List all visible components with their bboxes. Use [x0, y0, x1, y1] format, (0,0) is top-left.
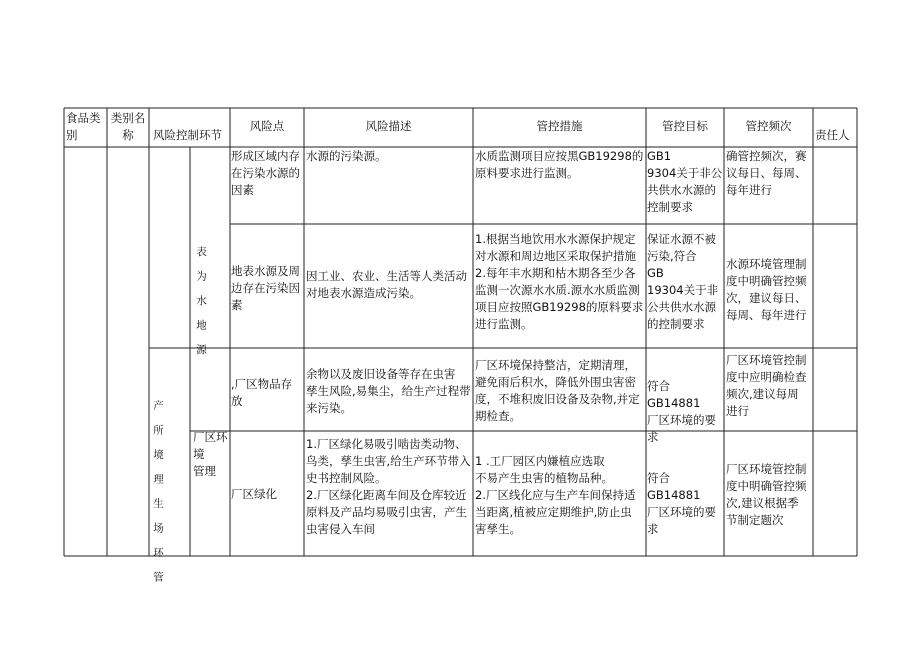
table-row-cell-control-measures: 水质监测项目应按黑GB19298的 原料要求进行监测。	[475, 149, 644, 180]
table-row-cell-risk-description: 水源的污染源。	[306, 149, 387, 163]
header-risk-control-stage: 风险控制环节	[153, 128, 222, 142]
table-row-cell-control-target: 符合GB14881 厂区环境的要 求	[647, 379, 716, 444]
table-row-cell-risk-point: ,厂区物品存 放	[231, 377, 293, 408]
header-control-target: 管控目标	[662, 119, 708, 133]
table-row-cell-risk-point: 形成区域内存 在污染水源的 因素	[231, 149, 300, 197]
group-factory-environment-management: 厂区环 境 管理	[193, 430, 228, 478]
table-row-cell-control-frequency: 确管控频次，赛 议每日、每周、 每年进行	[726, 149, 807, 197]
header-risk-point: 风险点	[249, 119, 285, 133]
header-control-frequency: 管控频次	[745, 119, 792, 133]
group-production-environment-management: 产 所 境 理 生 场 环 管	[152, 400, 164, 583]
table-row-cell-risk-description: 1.厂区绿化易吸引啮齿类动物、 鸟类，孳生虫害,给生产环节带入 史书控制风险。 2.厂区绿化距离车间及仓库较近 原料及产品均易吸引虫害，产生 虫害侵入车间	[306, 437, 471, 536]
table-row-cell-risk-description: 余物以及废旧设备等存在虫害 孳生风险,易集尘，给生产过程带 来污染。	[306, 367, 471, 415]
header-responsible-person: 责任人	[815, 128, 850, 142]
table-row-cell-control-measures: 1.根据当地饮用水水源保护规定 对水源和周边地区采取保护措施 2.每年丰水期和枯木期各至少各 监测一次源水水质.源水水质监测 项目应按照GB19298的原料要求 进行监测。	[475, 232, 644, 331]
header-category-name: 类别名 称	[110, 111, 146, 142]
group-surface-water-source: 表 为 水 地 源	[195, 246, 207, 356]
table-row-cell-control-target: GB1 9304关于非公 共供水水源的 控制要求	[647, 149, 723, 214]
table-row-cell-control-target: 保证水源不被 污染,符合 GB 19304关于非 公共供水水源 的控制要求	[647, 232, 719, 331]
header-risk-description: 风险描述	[365, 119, 412, 133]
table-row-cell-control-frequency: 厂区环境管控制 度中应明确检查 频次,建议每周 进行	[726, 353, 807, 418]
table-row-cell-control-frequency: 水源环境管理制 度中明确管控频 次，建议每日、 每周、每年进行	[726, 257, 807, 322]
table-row-cell-control-measures: 1 .工厂园区内嫌植应选取 不易产生虫害的植物品种。 2.厂区线化应与生产车间保持适 当距离,植被应定期维护,防止虫 害孳生。	[475, 454, 636, 536]
header-food-category: 食品类 别	[66, 111, 101, 142]
table-row-cell-control-measures: 厂区环境保持整洁，定期清理， 避免雨后积水，降低外围虫害密 度，不堆积废旧设备及杂物,并定 期检查。	[475, 358, 640, 423]
table-row-cell-risk-point: 厂区绿化	[231, 487, 277, 501]
header-control-measures: 管控措施	[536, 119, 583, 133]
table-row-cell-risk-point: 地表水源及周 边存在污染因 素	[231, 264, 300, 312]
table-row-cell-risk-description: 因工业、农业、生活等人类活动 对地表水源造成污染。	[306, 269, 467, 300]
table-row-cell-control-target: 符合GB14881 厂区环境的要 求	[647, 471, 716, 536]
table-row-cell-control-frequency: 厂区环境管控制 度中明确管控频 次,建议根据季 节制定题次	[726, 462, 807, 527]
